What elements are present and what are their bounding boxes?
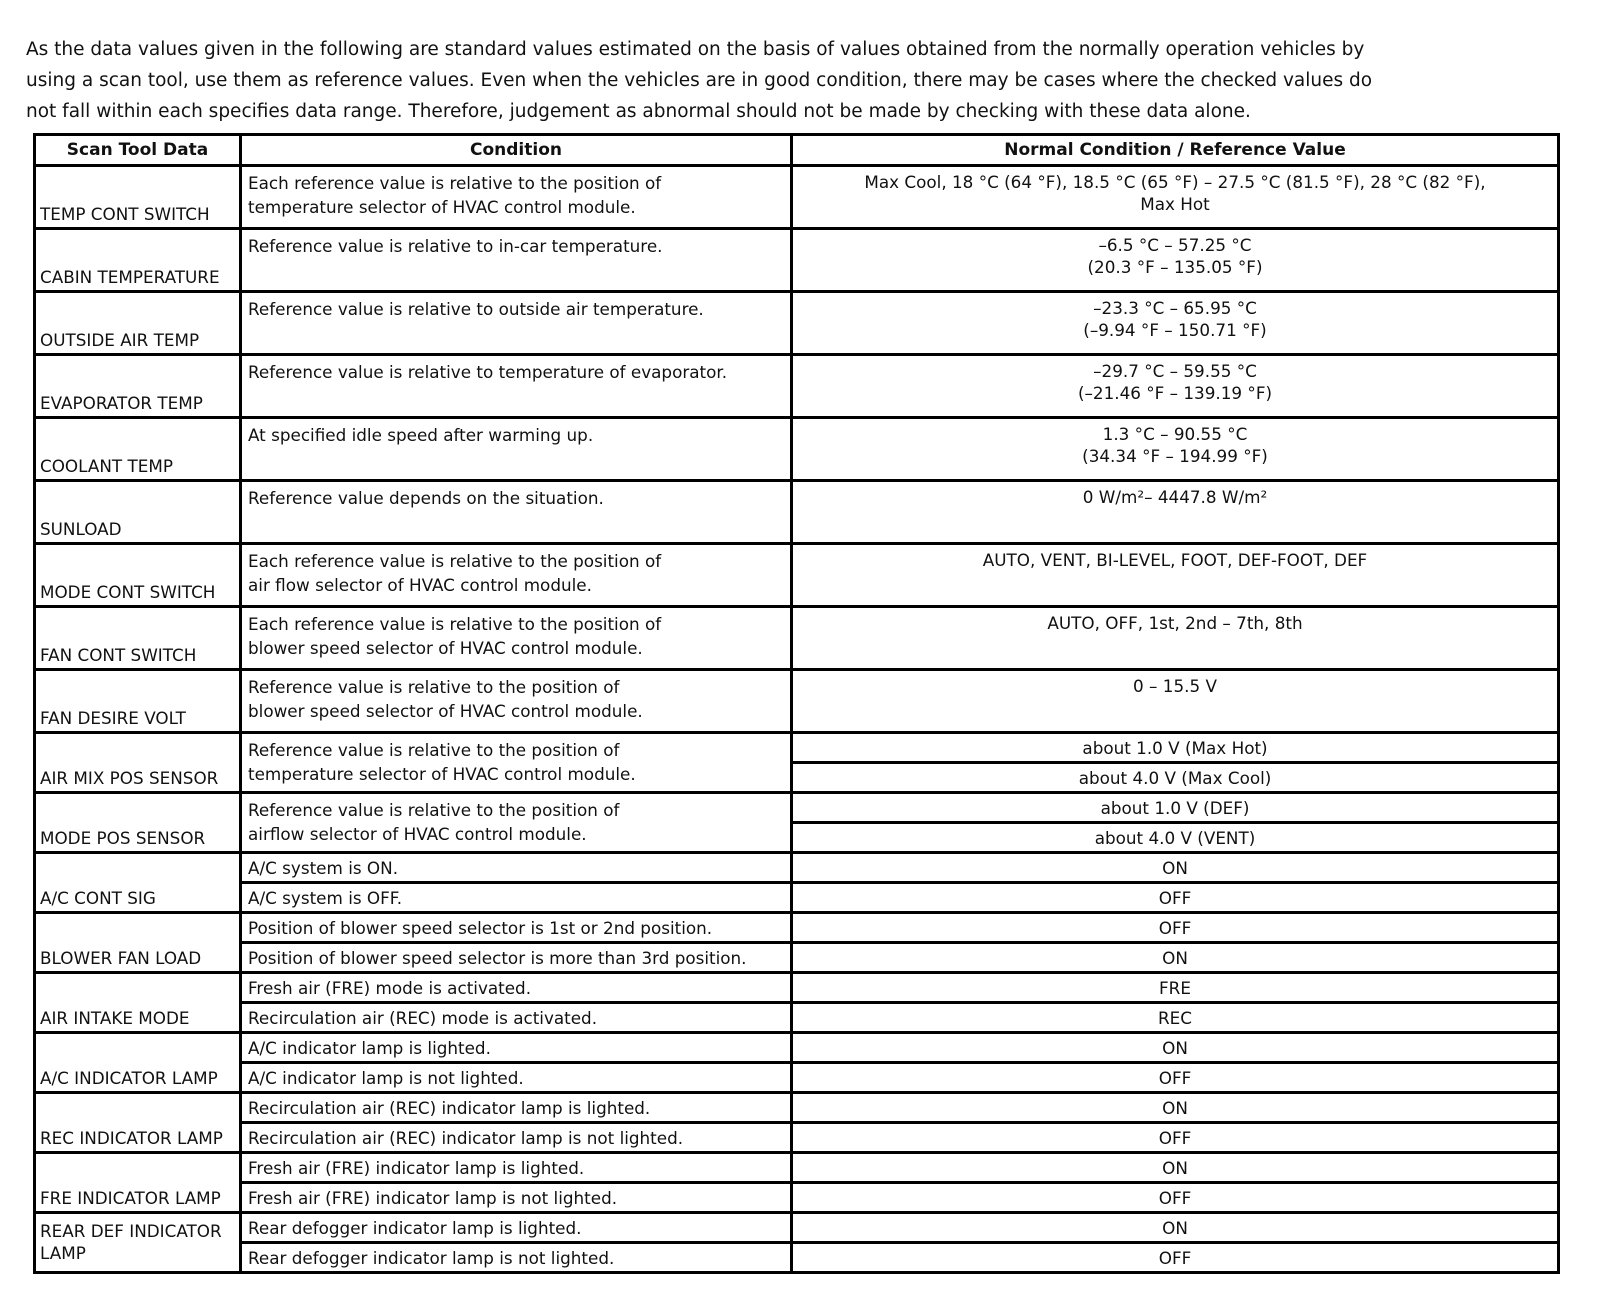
condition-line: temperature selector of HVAC control module. (248, 764, 636, 784)
table-row (35, 544, 1559, 607)
row-label: EVAPORATOR TEMP (35, 355, 241, 418)
row-condition (241, 292, 792, 355)
row-value: OFF (792, 913, 1559, 943)
row-condition (241, 733, 792, 793)
row-value: about 4.0 V (Max Cool) (792, 763, 1559, 793)
table-row (35, 1033, 1559, 1063)
table-row (35, 292, 1559, 355)
row-condition: Recirculation air (REC) mode is activated. (241, 1003, 792, 1033)
row-condition (241, 418, 792, 481)
row-value (792, 544, 1559, 607)
value-line: (34.34 °F – 194.99 °F) (1082, 446, 1268, 466)
table-row (35, 1093, 1559, 1123)
table-row (35, 481, 1559, 544)
row-label: SUNLOAD (35, 481, 241, 544)
row-label: REC INDICATOR LAMP (35, 1093, 241, 1153)
row-value: OFF (792, 1243, 1559, 1273)
table-row (35, 670, 1559, 733)
value-line: AUTO, VENT, BI-LEVEL, FOOT, DEF-FOOT, DEF (982, 550, 1368, 570)
table-row (35, 166, 1559, 229)
condition-line: airflow selector of HVAC control module. (248, 824, 587, 844)
row-value (792, 670, 1559, 733)
row-condition: Position of blower speed selector is 1st or 2nd position. (241, 913, 792, 943)
table-row (35, 883, 1559, 913)
row-value: ON (792, 1213, 1559, 1243)
row-value: ON (792, 943, 1559, 973)
condition-line: Reference value is relative to the position of (248, 800, 620, 820)
row-value: ON (792, 1033, 1559, 1063)
table-row (35, 793, 1559, 823)
intro-line: not fall within each specifies data range. Therefore, judgement as abnormal should not be made by checking with these data alone. (26, 101, 1251, 122)
row-value: OFF (792, 1063, 1559, 1093)
row-condition (241, 481, 792, 544)
row-value: OFF (792, 883, 1559, 913)
table-row (35, 853, 1559, 883)
row-label: COOLANT TEMP (35, 418, 241, 481)
row-value: ON (792, 853, 1559, 883)
row-value (792, 418, 1559, 481)
row-condition: Fresh air (FRE) indicator lamp is not lighted. (241, 1183, 792, 1213)
row-label: TEMP CONT SWITCH (35, 166, 241, 229)
value-line: 0 – 15.5 V (1133, 676, 1217, 696)
value-line: (–21.46 °F – 139.19 °F) (1077, 383, 1273, 403)
intro-line: As the data values given in the following are standard values estimated on the basis of values obtained from the normally operation vehicles by (26, 39, 1365, 60)
row-value: OFF (792, 1123, 1559, 1153)
row-label: REAR DEF INDICATOR LAMP (35, 1213, 241, 1273)
value-line: AUTO, OFF, 1st, 2nd – 7th, 8th (1047, 613, 1303, 633)
value-line: –6.5 °C – 57.25 °C (1098, 235, 1252, 255)
row-condition (241, 355, 792, 418)
row-condition (241, 670, 792, 733)
row-label: FAN CONT SWITCH (35, 607, 241, 670)
scan-tool-data-table (33, 133, 1560, 1274)
row-condition: Rear defogger indicator lamp is lighted. (241, 1213, 792, 1243)
row-value: about 1.0 V (DEF) (792, 793, 1559, 823)
table-row (35, 1213, 1559, 1243)
row-value: REC (792, 1003, 1559, 1033)
row-label: OUTSIDE AIR TEMP (35, 292, 241, 355)
value-line: Max Hot (1140, 194, 1210, 214)
row-condition (241, 607, 792, 670)
table-row (35, 1153, 1559, 1183)
row-condition: Rear defogger indicator lamp is not lighted. (241, 1243, 792, 1273)
table-row (35, 1243, 1559, 1273)
row-value (792, 481, 1559, 544)
table-row (35, 355, 1559, 418)
row-value (792, 166, 1559, 229)
row-label: MODE CONT SWITCH (35, 544, 241, 607)
row-value: FRE (792, 973, 1559, 1003)
condition-line: Reference value is relative to in-car temperature. (248, 236, 663, 256)
col-header-scan-tool-data: Scan Tool Data (35, 135, 241, 166)
value-line: 1.3 °C – 90.55 °C (1102, 424, 1248, 444)
table-row (35, 607, 1559, 670)
condition-line: Reference value is relative to temperature of evaporator. (248, 362, 728, 382)
row-label: A/C INDICATOR LAMP (35, 1033, 241, 1093)
col-header-reference-value: Normal Condition / Reference Value (792, 135, 1559, 166)
col-header-condition: Condition (241, 135, 792, 166)
condition-line: blower speed selector of HVAC control module. (248, 638, 643, 658)
row-condition: A/C indicator lamp is lighted. (241, 1033, 792, 1063)
row-label: A/C CONT SIG (35, 853, 241, 913)
row-label: MODE POS SENSOR (35, 793, 241, 853)
table-row (35, 418, 1559, 481)
value-line: 0 W/m²– 4447.8 W/m² (1082, 487, 1268, 507)
condition-line: Reference value depends on the situation. (248, 488, 604, 508)
condition-line: air flow selector of HVAC control module. (248, 575, 592, 595)
row-label: FRE INDICATOR LAMP (35, 1153, 241, 1213)
table-row (35, 1183, 1559, 1213)
row-label: AIR INTAKE MODE (35, 973, 241, 1033)
table-row (35, 229, 1559, 292)
row-value: ON (792, 1153, 1559, 1183)
row-value (792, 229, 1559, 292)
table-row (35, 733, 1559, 763)
table-row (35, 973, 1559, 1003)
row-label: AIR MIX POS SENSOR (35, 733, 241, 793)
row-condition (241, 544, 792, 607)
row-label: BLOWER FAN LOAD (35, 913, 241, 973)
row-condition (241, 229, 792, 292)
condition-line: blower speed selector of HVAC control module. (248, 701, 643, 721)
row-value: about 1.0 V (Max Hot) (792, 733, 1559, 763)
intro-line: using a scan tool, use them as reference values. Even when the vehicles are in good condition, there may be cases where the checked values do (26, 70, 1373, 91)
row-value (792, 292, 1559, 355)
table-row (35, 1003, 1559, 1033)
row-condition: Position of blower speed selector is more than 3rd position. (241, 943, 792, 973)
value-line: (–9.94 °F – 150.71 °F) (1083, 320, 1267, 340)
condition-line: At specified idle speed after warming up. (248, 425, 594, 445)
row-value (792, 355, 1559, 418)
table-row (35, 1063, 1559, 1093)
table-row (35, 943, 1559, 973)
condition-line: temperature selector of HVAC control module. (248, 197, 636, 217)
row-value (792, 607, 1559, 670)
row-value: OFF (792, 1183, 1559, 1213)
value-line: (20.3 °F – 135.05 °F) (1087, 257, 1263, 277)
row-condition: Recirculation air (REC) indicator lamp is not lighted. (241, 1123, 792, 1153)
row-label: FAN DESIRE VOLT (35, 670, 241, 733)
row-condition (241, 166, 792, 229)
table-row (35, 913, 1559, 943)
row-value: ON (792, 1093, 1559, 1123)
row-condition: A/C system is OFF. (241, 883, 792, 913)
condition-line: Reference value is relative to the position of (248, 677, 620, 697)
header-row (35, 135, 1559, 166)
row-condition: Recirculation air (REC) indicator lamp is lighted. (241, 1093, 792, 1123)
row-condition (241, 793, 792, 853)
condition-line: Reference value is relative to outside air temperature. (248, 299, 704, 319)
condition-line: Each reference value is relative to the position of (248, 551, 662, 571)
row-condition: Fresh air (FRE) mode is activated. (241, 973, 792, 1003)
row-condition: A/C system is ON. (241, 853, 792, 883)
condition-line: Reference value is relative to the position of (248, 740, 620, 760)
row-label: CABIN TEMPERATURE (35, 229, 241, 292)
value-line: Max Cool, 18 °C (64 °F), 18.5 °C (65 °F) – 27.5 °C (81.5 °F), 28 °C (82 °F), (864, 172, 1486, 192)
value-line: –23.3 °C – 65.95 °C (1093, 298, 1257, 318)
row-value: about 4.0 V (VENT) (792, 823, 1559, 853)
row-condition: Fresh air (FRE) indicator lamp is lighted. (241, 1153, 792, 1183)
condition-line: Each reference value is relative to the position of (248, 614, 662, 634)
value-line: –29.7 °C – 59.55 °C (1093, 361, 1257, 381)
row-condition: A/C indicator lamp is not lighted. (241, 1063, 792, 1093)
intro-paragraph (26, 34, 1546, 127)
table-row (35, 1123, 1559, 1153)
condition-line: Each reference value is relative to the position of (248, 173, 662, 193)
